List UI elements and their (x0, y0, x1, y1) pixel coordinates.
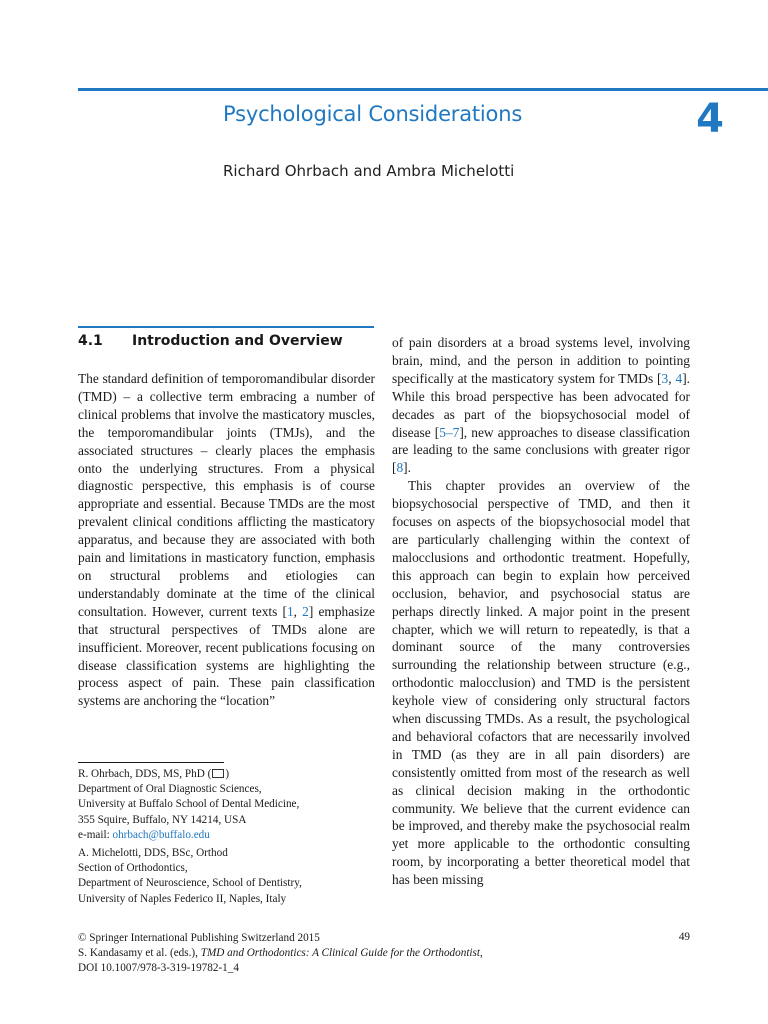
affiliation-line: University at Buffalo School of Dental Medicine, (78, 798, 300, 811)
section-heading (78, 333, 343, 349)
chapter-authors: Richard Ohrbach and Ambra Michelotti (223, 162, 515, 180)
chapter-number: 4 (696, 96, 724, 142)
citation-link[interactable]: 2 (302, 603, 309, 619)
doi: DOI 10.1007/978-3-319-19782-1_4 (78, 962, 239, 975)
book-title: TMD and Orthodontics: A Clinical Guide for the Orthodontist (200, 947, 480, 960)
copyright: © Springer International Publishing Switzerland 2015 (78, 932, 320, 944)
top-rule (78, 88, 768, 91)
text-run: ]. While this broad perspective has been advocated for decades as part of the biopsychosocial model of disease [ (392, 370, 690, 440)
paragraph (78, 370, 375, 710)
text-run: of pain disorders at a broad systems level, involving brain, mind, and the person in addition to pointing specifically at the masticatory system for TMDs [ (392, 335, 690, 386)
section-rule (78, 326, 374, 328)
affiliation-line: 355 Squire, Buffalo, NY 14214, USA (78, 813, 247, 826)
paragraph: This chapter provides an overview of the biopsychosocial perspective of TMD, and then it focuses on aspects of the biopsychosocial model that are particularly challenging within the context of malocclusions and orthodontic treatment. Hopefully, this approach can begin to explain how perceived occlusion, behavior, and psychosocial status are perhaps directly linked. A major point in the present chapter, which we will return to repeatedly, is that a dominant source of the many controversies surrounding the relationship between structure (e.g., orthodontic malocclusion) and TMD is the persistent keyhole view of considering only structural factors when discussing TMDs. As a result, the psychological and behavioral cofactors that are necessarily involved in TMD (as they are in all pain disorders) are consistently omitted from most of the research as well as clinical decision making in the orthodontic community. We believe that the current evidence can be improved, and thereby make the psychosocial realm yet more applicable to the orthodontic consulting room, by incorporating a better theoretical model that has been missing (392, 478, 690, 888)
body-column-right (392, 334, 690, 889)
text-run: The standard definition of temporomandibular disorder (TMD) – a collective term embracing a number of clinical problems that involve the masticatory muscles, the temporomandibular joints (TMJs), and the associated structures – clearly places the emphasis onto the underlying structures. From a physical diagnostic perspective, this emphasis is of course appropriate and essential. Because TMDs are the most prevalent clinical conditions afflicting the masticatory apparatus, and because they are associated with both pain and limitations in masticatory function, emphasis on structural problems and etiologies can understandably dominate at the time of the clinical consultation. However, current texts [ (78, 371, 375, 619)
author-name: R. Ohrbach, DDS, MS, PhD ( (78, 768, 212, 780)
text-run: S. Kandasamy et al. (eds.), (78, 947, 201, 960)
text-run: , (293, 603, 303, 619)
citation-link[interactable]: 4 (675, 370, 683, 386)
footnote-rule (78, 762, 224, 763)
citation (78, 946, 690, 961)
section-number: 4.1 (78, 333, 103, 349)
text-run: ] emphasize that structural perspectives of TMDs alone are insufficient. Moreover, recent publications focusing on disease classification systems are highlighting the process aspect of pain. These pain classification systems are anchoring the “location” (78, 603, 375, 709)
paragraph (392, 334, 690, 477)
affiliation-line: Section of Orthodontics, (78, 862, 188, 875)
affiliation-line: Department of Neuroscience, School of Dentistry, (78, 877, 302, 890)
body-column-left (78, 370, 375, 710)
page-footer (78, 931, 690, 977)
envelope-icon (212, 769, 224, 778)
section-title: Introduction and Overview (132, 333, 343, 349)
citation-link[interactable]: 1 (286, 603, 294, 619)
affiliation-author1 (78, 767, 378, 843)
text-run: , (480, 947, 483, 960)
email-link[interactable]: ohrbach@buffalo.edu (112, 828, 210, 841)
citation-link[interactable]: 3 (661, 370, 669, 386)
citation-link[interactable]: 5–7 (439, 424, 460, 440)
text-run: ) (225, 768, 230, 780)
text-run: , (668, 370, 676, 386)
chapter-title: Psychological Considerations (223, 102, 523, 126)
email-label: e-mail: (78, 828, 113, 841)
affiliation-author2 (78, 846, 378, 907)
text-run: ], new approaches to disease classification are leading to the same conclusions with greater rigor [ (392, 424, 690, 476)
text-run: ]. (403, 460, 411, 476)
page-number: 49 (678, 931, 690, 943)
citation-link[interactable]: 8 (396, 460, 404, 476)
affiliation-line: Department of Oral Diagnostic Sciences, (78, 783, 262, 796)
affiliation-line: University of Naples Federico II, Naples, Italy (78, 892, 287, 905)
author-name: A. Michelotti, DDS, BSc, Orthod (78, 847, 228, 859)
